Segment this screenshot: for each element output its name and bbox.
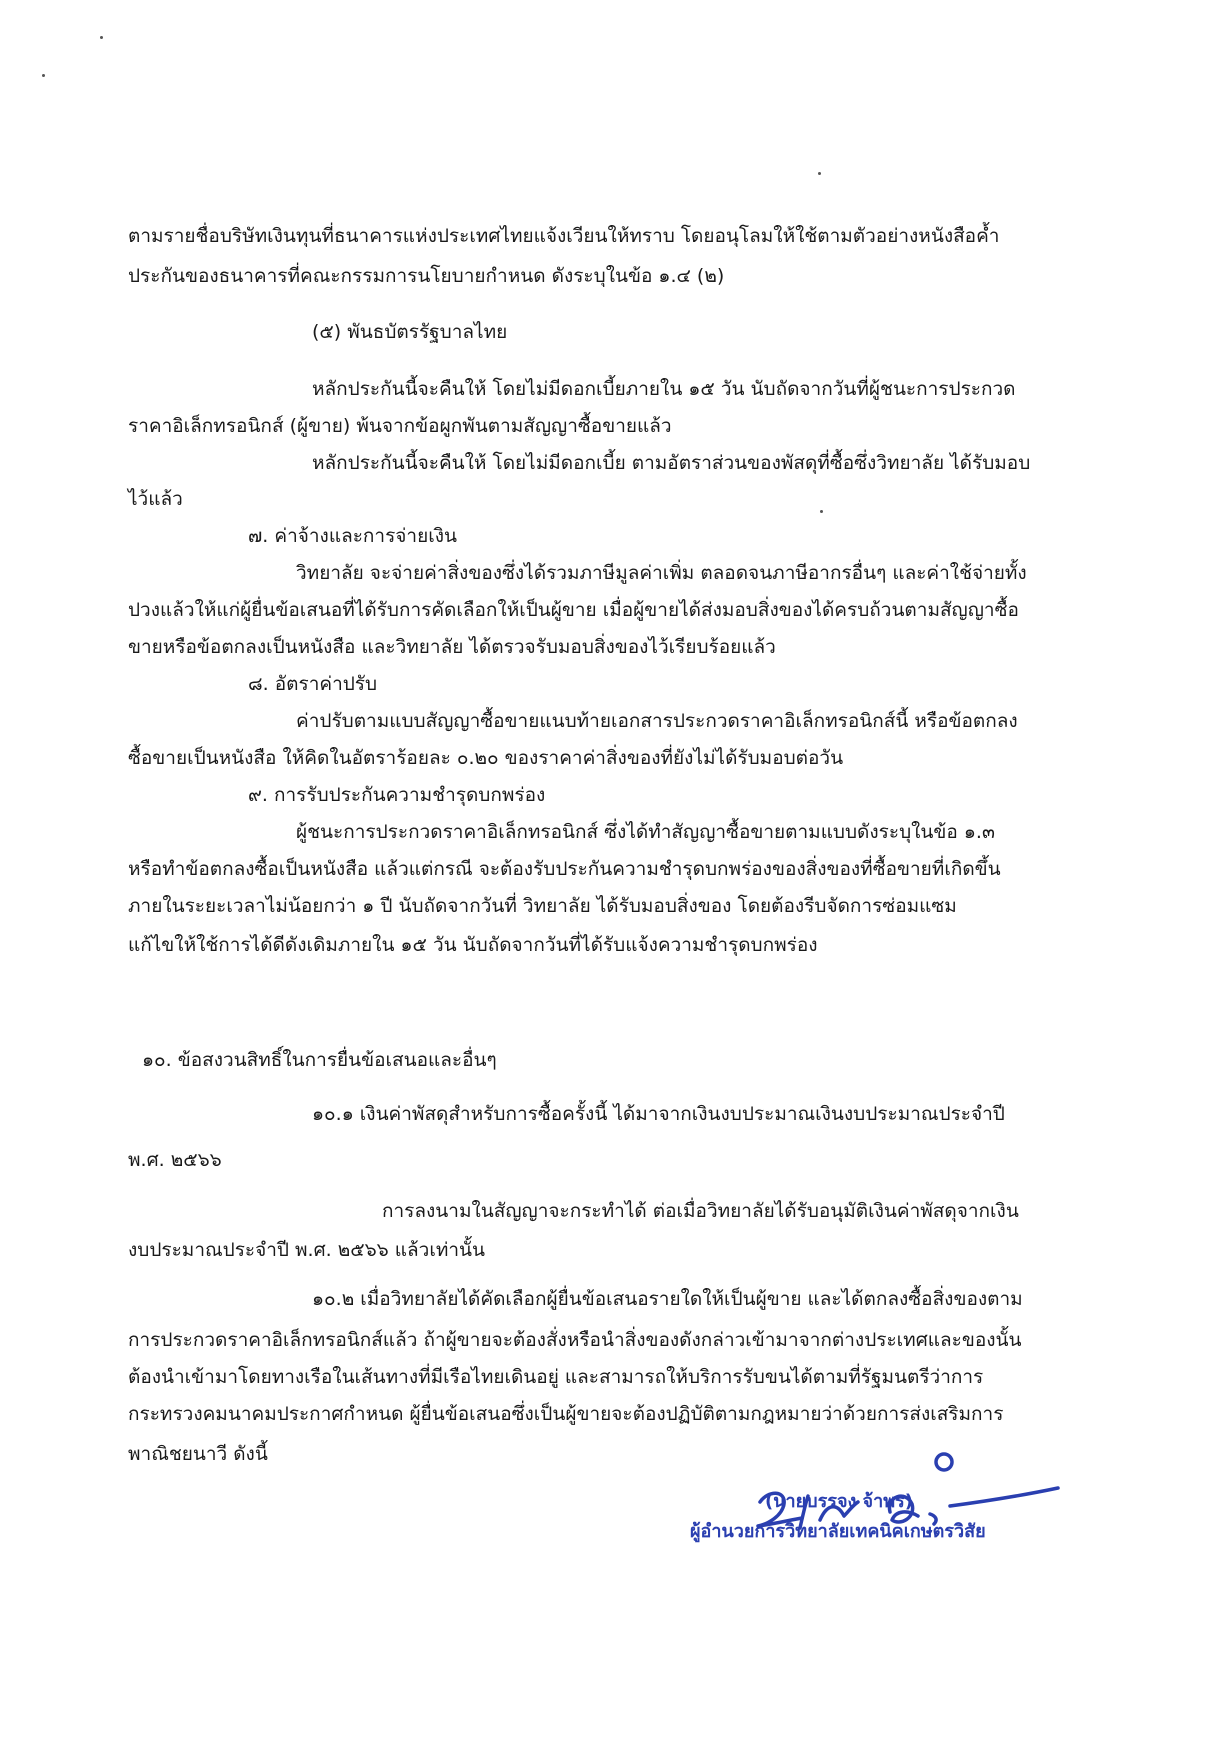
text-line: ขายหรือข้อตกลงเป็นหนังสือ และวิทยาลัย ได้ตรวจรับมอบสิ่งของไว้เรียบร้อยแล้ว bbox=[128, 636, 776, 658]
text-line: ต้องนำเข้ามาโดยทางเรือในเส้นทางที่มีเรือไทยเดินอยู่ และสามารถให้บริการรับขนได้ตามที่รัฐมนตรีว่าการ bbox=[128, 1366, 984, 1388]
scan-speck bbox=[820, 510, 823, 513]
section-heading: ๙. การรับประกันความชำรุดบกพร่อง bbox=[248, 784, 546, 806]
text-line: หลักประกันนี้จะคืนให้ โดยไม่มีดอกเบี้ยภายใน ๑๕ วัน นับถัดจากวันที่ผู้ชนะการประกวด bbox=[312, 378, 1016, 400]
text-line: ซื้อขายเป็นหนังสือ ให้คิดในอัตราร้อยละ ๐.๒๐ ของราคาค่าสิ่งของที่ยังไม่ได้รับมอบต่อวัน bbox=[128, 747, 844, 769]
text-line: แก้ไขให้ใช้การได้ดีดังเดิมภายใน ๑๕ วัน นับถัดจากวันที่ได้รับแจ้งความชำรุดบกพร่อง bbox=[128, 934, 818, 956]
scan-speck bbox=[42, 74, 45, 77]
text-line: วิทยาลัย จะจ่ายค่าสิ่งของซึ่งได้รวมภาษีมูลค่าเพิ่ม ตลอดจนภาษีอากรอื่นๆ และค่าใช้จ่ายทั้ง bbox=[296, 562, 1027, 584]
text-line: การลงนามในสัญญาจะกระทำได้ ต่อเมื่อวิทยาลัยได้รับอนุมัติเงินค่าพัสดุจากเงิน bbox=[382, 1200, 1019, 1222]
section-heading: ๗. ค่าจ้างและการจ่ายเงิน bbox=[248, 525, 457, 547]
text-line: กระทรวงคมนาคมประกาศกำหนด ผู้ยื่นข้อเสนอซึ่งเป็นผู้ขายจะต้องปฏิบัติตามกฎหมายว่าด้วยการส่งเสริมการ bbox=[128, 1403, 1004, 1425]
text-line: พ.ศ. ๒๕๖๖ bbox=[128, 1149, 222, 1171]
text-line: ภายในระยะเวลาไม่น้อยกว่า ๑ ปี นับถัดจากวันที่ วิทยาลัย ได้รับมอบสิ่งของ โดยต้องรีบจัดการซ่อมแซม bbox=[128, 895, 957, 917]
text-line: ประกันของธนาคารที่คณะกรรมการนโยบายกำหนด ดังระบุในข้อ ๑.๔ (๒) bbox=[128, 265, 725, 287]
text-line: ๑๐.๑ เงินค่าพัสดุสำหรับการซื้อครั้งนี้ ได้มาจากเงินงบประมาณเงินงบประมาณประจำปี bbox=[312, 1103, 1005, 1125]
text-line: การประกวดราคาอิเล็กทรอนิกส์แล้ว ถ้าผู้ขายจะต้องสั่งหรือนำสิ่งของดังกล่าวเข้ามาจากต่างประเทศและของนั้น bbox=[128, 1329, 1022, 1351]
text-line: ค่าปรับตามแบบสัญญาซื้อขายแนบท้ายเอกสารประกวดราคาอิเล็กทรอนิกส์นี้ หรือข้อตกลง bbox=[296, 710, 1018, 732]
signatory-title: ผู้อำนวยการวิทยาลัยเทคนิคเกษตรวิสัย bbox=[690, 1521, 986, 1542]
text-line: พาณิชยนาวี ดังนี้ bbox=[128, 1443, 268, 1465]
section-heading: ๘. อัตราค่าปรับ bbox=[248, 673, 378, 695]
text-line: ราคาอิเล็กทรอนิกส์ (ผู้ขาย) พ้นจากข้อผูกพันตามสัญญาซื้อขายแล้ว bbox=[128, 415, 672, 437]
text-line: งบประมาณประจำปี พ.ศ. ๒๕๖๖ แล้วเท่านั้น bbox=[128, 1239, 485, 1261]
scan-speck bbox=[818, 172, 821, 175]
text-line: ไว้แล้ว bbox=[128, 488, 183, 510]
text-line: หลักประกันนี้จะคืนให้ โดยไม่มีดอกเบี้ย ตามอัตราส่วนของพัสดุที่ซื้อซึ่งวิทยาลัย ได้รับมอบ bbox=[312, 452, 1031, 474]
scan-speck bbox=[100, 36, 103, 39]
text-line: หรือทำข้อตกลงซื้อเป็นหนังสือ แล้วแต่กรณี จะต้องรับประกันความชำรุดบกพร่องของสิ่งของที่ซื้อขายที่เกิดขึ้น bbox=[128, 858, 1001, 880]
text-line: ปวงแล้วให้แก่ผู้ยื่นข้อเสนอที่ได้รับการคัดเลือกให้เป็นผู้ขาย เมื่อผู้ขายได้ส่งมอบสิ่งของได้ครบถ้วนตามสัญญาซื้อ bbox=[128, 599, 1019, 621]
signatory-name: (นายบรรจง จ้าพร) bbox=[765, 1491, 913, 1512]
text-line: ผู้ชนะการประกวดราคาอิเล็กทรอนิกส์ ซึ่งได้ทำสัญญาซื้อขายตามแบบดังระบุในข้อ ๑.๓ bbox=[296, 821, 995, 843]
text-line: ตามรายชื่อบริษัทเงินทุนที่ธนาคารแห่งประเทศไทยแจ้งเวียนให้ทราบ โดยอนุโลมให้ใช้ตามตัวอย่างหนังสือค้ำ bbox=[128, 225, 1000, 247]
section-heading: ๑๐. ข้อสงวนสิทธิ์ในการยื่นข้อเสนอและอื่นๆ bbox=[142, 1049, 497, 1071]
text-line: ๑๐.๒ เมื่อวิทยาลัยได้คัดเลือกผู้ยื่นข้อเสนอรายใดให้เป็นผู้ขาย และได้ตกลงซื้อสิ่งของตาม bbox=[312, 1288, 1023, 1310]
text-line: (๕) พันธบัตรรัฐบาลไทย bbox=[312, 321, 508, 343]
